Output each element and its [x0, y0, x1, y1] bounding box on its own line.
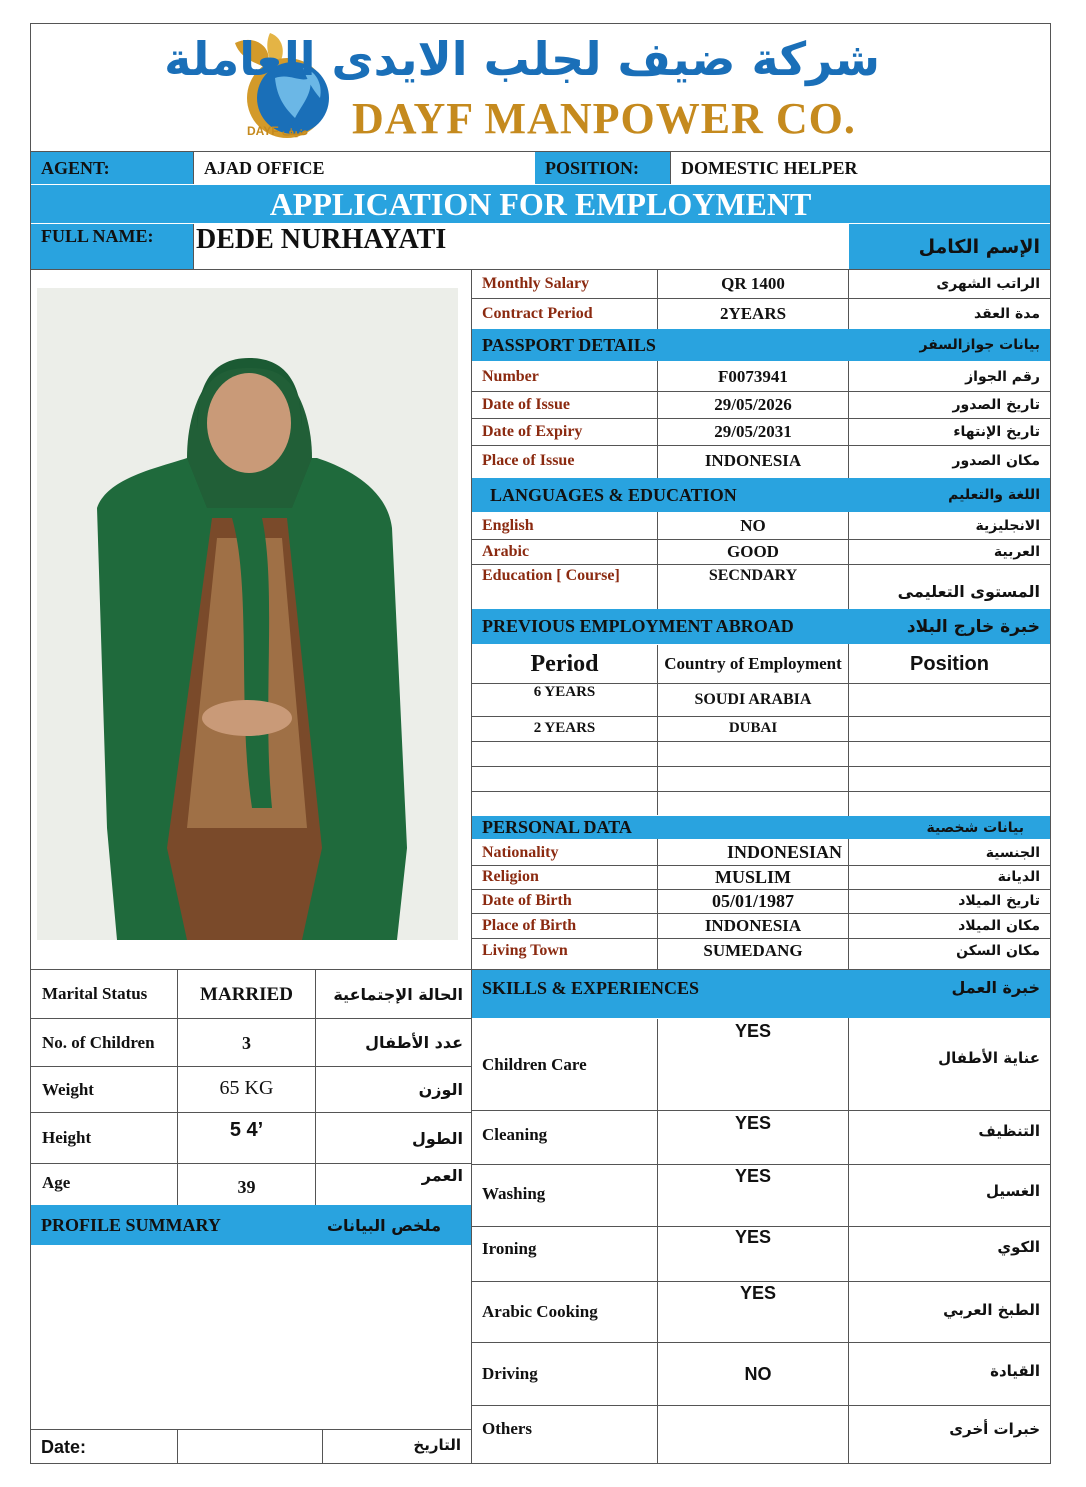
company-name-arabic: شركة ضيف لجلب الايدى العاملة	[164, 32, 880, 86]
contract-label: Contract Period	[482, 304, 593, 322]
position-value: DOMESTIC HELPER	[681, 157, 858, 178]
status-arabic: الطول	[412, 1128, 463, 1148]
skill-value: YES	[734, 1227, 772, 1247]
person-photo-icon	[37, 288, 458, 940]
employment-country: DUBAI	[728, 720, 778, 736]
status-value: 5 4’	[229, 1119, 264, 1141]
passport-arabic: تاريخ الصدور	[952, 396, 1040, 413]
passport-section-title: PASSPORT DETAILS	[482, 334, 656, 355]
passport-label: Date of Expiry	[482, 422, 583, 440]
personal-value: SUMEDANG	[703, 941, 803, 960]
skill-value: YES	[734, 1166, 772, 1186]
personal-arabic: الديانة	[997, 869, 1040, 885]
fullname-label: FULL NAME:	[41, 226, 154, 246]
skill-arabic: الكوي	[997, 1238, 1040, 1256]
personal-label: Living Town	[482, 942, 568, 959]
passport-arabic: رقم الجواز	[965, 368, 1040, 385]
employment-col-position: Position	[910, 652, 989, 675]
skill-arabic: الغسيل	[985, 1182, 1040, 1200]
skill-arabic: خبرات أخرى	[949, 1419, 1040, 1438]
personal-arabic: مكان الميلاد	[958, 917, 1040, 934]
skill-label: Washing	[482, 1184, 546, 1203]
profile-section-title-arabic: ملخص البيانات	[326, 1215, 441, 1235]
passport-label: Place of Issue	[482, 452, 575, 469]
education-value: SECNDARY	[708, 567, 798, 584]
applicant-photo	[37, 288, 458, 940]
language-value: GOOD	[727, 541, 779, 561]
company-name-english: DAYF MANPOWER CO.	[352, 94, 856, 143]
status-label: Weight	[42, 1079, 94, 1099]
employment-period: 2 YEARS	[533, 720, 596, 736]
personal-section-title: PERSONAL DATA	[482, 817, 632, 837]
status-value: 3	[242, 1033, 251, 1053]
education-label: Education [ Course]	[482, 567, 620, 584]
skill-value: YES	[734, 1113, 772, 1133]
language-value: NO	[740, 516, 766, 535]
personal-label: Date of Birth	[482, 892, 572, 909]
employment-section-title: PREVIOUS EMPLOYMENT ABROAD	[482, 616, 794, 636]
skill-label: Children Care	[482, 1054, 587, 1074]
status-arabic: الوزن	[418, 1080, 463, 1099]
employment-country: SOUDI ARABIA	[694, 690, 812, 708]
languages-section-title-arabic: اللغة والتعليم	[948, 487, 1040, 503]
date-label: Date:	[41, 1436, 87, 1457]
employment-period: 6 YEARS	[533, 684, 596, 700]
language-arabic: العربية	[993, 543, 1040, 560]
skill-value: NO	[744, 1363, 772, 1384]
personal-label: Nationality	[482, 843, 559, 861]
contract-label: Monthly Salary	[482, 274, 590, 292]
status-value: 39	[237, 1177, 256, 1197]
fullname-arabic: الإسم الكامل	[918, 235, 1040, 258]
personal-label: Religion	[482, 868, 539, 885]
language-label: Arabic	[482, 542, 530, 560]
date-field[interactable]	[178, 1430, 322, 1464]
agent-label: AGENT:	[41, 157, 110, 178]
contract-arabic: مدة العقد	[973, 305, 1040, 322]
skills-section-title-arabic: خبرة العمل	[951, 978, 1040, 997]
employment-col-country: Country of Employment	[664, 654, 842, 673]
fullname-value: DEDE NURHAYATI	[196, 224, 447, 255]
skill-label: Others	[482, 1418, 533, 1438]
skill-label: Ironing	[482, 1238, 537, 1258]
logo-text: DAYF ضيف	[247, 124, 309, 138]
personal-section-title-arabic: بيانات شخصية	[926, 819, 1024, 836]
contract-arabic: الراتب الشهرى	[936, 275, 1040, 292]
position-label: POSITION:	[545, 157, 640, 178]
passport-value: 29/05/2031	[714, 421, 792, 441]
status-arabic: العمر	[421, 1166, 463, 1185]
form-title: APPLICATION FOR EMPLOYMENT	[269, 186, 812, 222]
profile-section-title: PROFILE SUMMARY	[41, 1214, 221, 1235]
employment-col-period: Period	[530, 650, 599, 677]
skill-label: Arabic Cooking	[482, 1302, 598, 1321]
skill-arabic: الطبخ العربي	[943, 1300, 1040, 1319]
skills-section-title: SKILLS & EXPERIENCES	[482, 978, 700, 998]
status-label: No. of Children	[42, 1032, 155, 1052]
skill-arabic: عناية الأطفال	[938, 1049, 1040, 1067]
personal-arabic: الجنسية	[985, 844, 1040, 861]
contract-value: QR 1400	[721, 273, 785, 293]
skill-arabic: التنظيف	[978, 1122, 1040, 1140]
personal-value: 05/01/1987	[711, 890, 794, 911]
status-arabic: الحالة الإجتماعية	[333, 984, 463, 1004]
passport-arabic: مكان الصدور	[952, 453, 1040, 469]
date-arabic: التاريخ	[413, 1436, 461, 1454]
personal-value: MUSLIM	[715, 866, 791, 887]
skill-value: YES	[739, 1283, 777, 1303]
personal-label: Place of Birth	[482, 916, 577, 934]
contract-value: 2YEARS	[719, 303, 787, 323]
languages-section-title: LANGUAGES & EDUCATION	[490, 484, 737, 505]
personal-arabic: تاريخ الميلاد	[958, 893, 1040, 909]
education-arabic: المستوى التعليمى	[897, 581, 1040, 601]
passport-label: Number	[482, 367, 539, 385]
language-label: English	[482, 517, 534, 534]
status-value: MARRIED	[200, 984, 293, 1005]
status-arabic: عدد الأطفال	[365, 1033, 463, 1052]
personal-value: INDONESIA	[704, 915, 802, 935]
passport-value: F0073941	[718, 366, 788, 386]
status-label: Marital Status	[42, 984, 148, 1003]
status-value: 65 KG	[219, 1077, 274, 1099]
agent-value: AJAD OFFICE	[204, 157, 325, 178]
profile-summary-area[interactable]	[31, 1246, 471, 1429]
passport-value: INDONESIA	[704, 451, 802, 470]
status-label: Height	[42, 1128, 92, 1147]
language-arabic: الانجليزية	[975, 518, 1040, 534]
status-label: Age	[42, 1173, 71, 1192]
skill-value: YES	[734, 1021, 772, 1041]
personal-arabic: مكان السكن	[956, 943, 1040, 959]
passport-label: Date of Issue	[482, 395, 570, 413]
skill-label: Cleaning	[482, 1125, 548, 1144]
personal-value: INDONESIAN	[726, 842, 842, 862]
skill-label: Driving	[482, 1364, 538, 1383]
passport-section-title-arabic: بيانات جوازالسفر	[919, 337, 1040, 353]
passport-arabic: تاريخ الإنتهاء	[953, 423, 1040, 440]
skill-arabic: القيادة	[990, 1361, 1040, 1380]
employment-section-title-arabic: خبرة خارج البلاد	[906, 616, 1040, 637]
passport-value: 29/05/2026	[714, 394, 792, 414]
